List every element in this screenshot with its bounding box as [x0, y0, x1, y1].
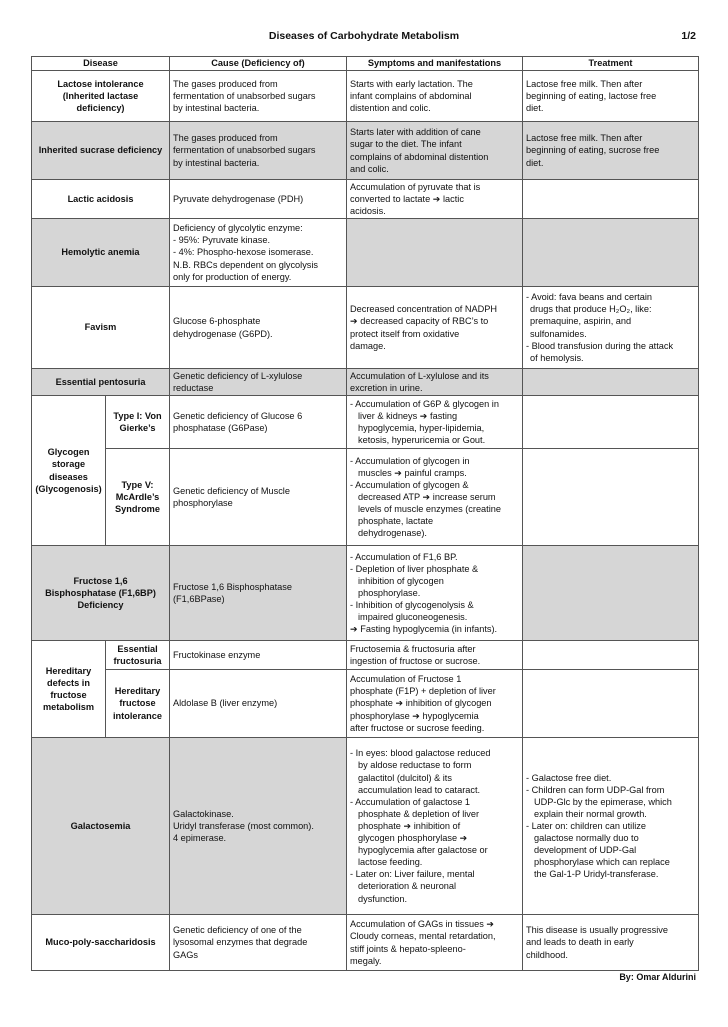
subtype-name — [106, 449, 170, 546]
table-row — [32, 915, 699, 971]
text-line: phosphate, lactate — [358, 516, 434, 527]
text-line: Lactose free milk. Then after — [526, 78, 643, 89]
text-line: Fructosemia & fructosuria after — [350, 643, 476, 654]
text-line: Uridyl transferase (most common). — [173, 820, 314, 831]
table-row — [32, 71, 699, 122]
cause-cell: Pyruvate dehydrogenase (PDH) — [170, 180, 347, 219]
text-line: - Later on: Liver failure, mental — [350, 869, 475, 880]
symptoms-cell — [347, 71, 523, 122]
treatment-cell — [523, 122, 699, 180]
table-row — [32, 180, 699, 219]
text-line: The gases produced from — [173, 78, 278, 89]
symptoms-cell — [347, 670, 523, 738]
treatment-cell — [523, 180, 699, 219]
text-line: diet. — [526, 103, 544, 114]
text-line: - Accumulation of galactose 1 — [350, 796, 471, 807]
name-line: storage — [51, 459, 86, 470]
cause-cell — [170, 546, 347, 641]
text-line: distention and colic. — [350, 103, 431, 114]
text-line: Accumulation of Fructose 1 — [350, 674, 462, 685]
table-row — [32, 369, 699, 396]
text-line: protect itself from oxidative — [350, 328, 460, 339]
symptoms-cell — [347, 180, 523, 219]
text-line: Lactose free milk. Then after — [526, 133, 643, 144]
text-line: The gases produced from — [173, 133, 278, 144]
treatment-cell — [523, 449, 699, 546]
table-row — [32, 670, 699, 738]
text-line: phosphorylase. — [358, 587, 421, 598]
text-line: premaquine, aspirin, and — [530, 316, 632, 327]
table-header-row — [32, 57, 699, 71]
table-row — [32, 122, 699, 180]
subtype-name — [106, 641, 170, 670]
text-line: inhibition of glycogen — [358, 575, 444, 586]
disease-name: Essential pentosuria — [32, 369, 170, 396]
name-line: Type I: Von — [113, 410, 162, 421]
text-line: by intestinal bacteria. — [173, 157, 260, 168]
text-line: Galactokinase. — [173, 808, 234, 819]
table-row — [32, 396, 699, 449]
treatment-cell — [523, 738, 699, 915]
text-line: - Galactose free diet. — [526, 772, 612, 783]
text-line: dehydrogenase). — [358, 528, 427, 539]
symptoms-cell — [347, 369, 523, 396]
name-line: fructose — [50, 690, 87, 700]
text-line: drugs that produce H₂O₂, like: — [530, 304, 652, 315]
text-line: - Accumulation of glycogen in — [350, 455, 470, 466]
text-line: Decreased concentration of NADPH — [350, 304, 498, 315]
treatment-cell — [523, 71, 699, 122]
disease-name: Galactosemia — [32, 738, 170, 915]
name-line: Glycogen — [47, 447, 90, 458]
text-line: galactitol (dulcitol) & its — [358, 772, 452, 783]
text-line: phosphate ➔ inhibition of — [358, 820, 461, 831]
name-line: deficiency) — [76, 103, 125, 114]
text-line: infant complains of abdominal — [350, 90, 472, 101]
text-line: damage. — [350, 340, 386, 351]
treatment-cell — [523, 670, 699, 738]
text-line: sulfonamides. — [530, 328, 587, 339]
treatment-cell — [523, 219, 699, 287]
text-line: - Blood transfusion during the attack — [526, 340, 674, 351]
disease-name: Hemolytic anemia — [32, 219, 170, 287]
text-line: and colic. — [350, 163, 389, 174]
text-line: - In eyes: blood galactose reduced — [350, 748, 491, 759]
text-line: lactose feeding. — [358, 857, 423, 868]
text-line: - Accumulation of F1,6 BP. — [350, 551, 458, 562]
disease-name: Favism — [32, 287, 170, 369]
cause-cell — [170, 369, 347, 396]
text-line: the Gal-1-P Uridyl-transferase. — [534, 869, 659, 880]
text-line: - Later on: children can utilize — [526, 820, 647, 831]
group-name — [32, 641, 106, 738]
text-line: galactose normally duo to — [534, 833, 639, 844]
symptoms-cell — [347, 396, 523, 449]
text-line: Deficiency of glycolytic enzyme: — [173, 223, 303, 234]
text-line: dehydrogenase (G6PD). — [173, 328, 273, 339]
cause-cell — [170, 396, 347, 449]
text-line: glycogen phosphorylase ➔ — [358, 833, 468, 844]
table-row — [32, 641, 699, 670]
group-name — [32, 396, 106, 546]
text-line: fermentation of unabsorbed sugars — [173, 90, 316, 101]
text-line: Genetic deficiency of Muscle — [173, 485, 290, 496]
treatment-cell — [523, 915, 699, 971]
cause-cell: Aldolase B (liver enzyme) — [170, 670, 347, 738]
name-line: (Glycogenosis) — [35, 483, 102, 494]
header-cause: Cause (Deficiency of) — [170, 57, 347, 71]
name-line: McArdle’s — [115, 491, 160, 502]
page-number: 1/2 — [681, 30, 696, 42]
text-line: accumulation lead to cataract. — [358, 784, 481, 795]
symptoms-cell — [347, 641, 523, 670]
cause-cell — [170, 915, 347, 971]
text-line: Fructose 1,6 Bisphosphatase — [173, 581, 292, 592]
text-line: 4 epimerase. — [173, 833, 227, 844]
table-row — [32, 219, 699, 287]
text-line: levels of muscle enzymes (creatine — [358, 504, 501, 515]
text-line: liver & kidneys ➔ fasting — [358, 410, 458, 421]
treatment-cell — [523, 369, 699, 396]
text-line: - Accumulation of glycogen & — [350, 479, 469, 490]
page-title: Diseases of Carbohydrate Metabolism — [268, 30, 460, 42]
name-line: Syndrome — [115, 504, 160, 515]
disease-name: Inherited sucrase deficiency — [32, 122, 170, 180]
text-line: phosphatase (G6Pase) — [173, 423, 268, 433]
table-row — [32, 738, 699, 915]
name-line: Hereditary — [114, 686, 161, 697]
symptoms-cell — [347, 287, 523, 369]
disease-name: Muco-poly-saccharidosis — [32, 915, 170, 971]
text-line: megaly. — [350, 955, 382, 966]
text-line: This disease is usually progressive — [526, 925, 668, 936]
text-line: impaired gluconeogenesis. — [358, 612, 468, 623]
text-line: UDP-Glc by the epimerase, which — [534, 796, 672, 807]
text-line: - Avoid: fava beans and certain — [526, 292, 652, 303]
text-line: ➔ Fasting hypoglycemia (in infants). — [350, 624, 498, 635]
text-line: (F1,6BPase) — [173, 594, 225, 604]
text-line: Accumulation of GAGs in tissues ➔ — [350, 919, 495, 930]
disease-name — [32, 71, 170, 122]
text-line: deterioration & neuronal — [358, 881, 457, 892]
text-line: GAGs — [173, 949, 199, 960]
cause-cell — [170, 449, 347, 546]
text-line: phosphorylase — [173, 498, 233, 508]
name-line: Gierke’s — [119, 423, 156, 433]
subtype-name — [106, 670, 170, 738]
symptoms-cell — [347, 219, 523, 287]
text-line: phosphate & depletion of liver — [358, 808, 480, 819]
text-line: fermentation of unabsorbed sugars — [173, 145, 316, 156]
name-line: intolerance — [112, 710, 162, 721]
header-disease: Disease — [32, 57, 170, 71]
treatment-cell — [523, 641, 699, 670]
text-line: converted to lactate ➔ lactic — [350, 193, 464, 204]
text-line: after fructose or sucrose feeding. — [350, 722, 485, 733]
name-line: Type V: — [121, 479, 154, 490]
name-line: Bisphosphatase (F1,6BP) — [45, 587, 156, 598]
text-line: and leads to death in early — [526, 937, 634, 948]
text-line: acidosis. — [350, 206, 386, 217]
text-line: Accumulation of pyruvate that is — [350, 181, 481, 192]
text-line: beginning of eating, sucrose free — [526, 145, 660, 156]
symptoms-cell — [347, 122, 523, 180]
table-row — [32, 546, 699, 641]
text-line: - 95%: Pyruvate kinase. — [173, 235, 271, 246]
text-line: only for production of energy. — [173, 271, 292, 282]
name-line: metabolism — [42, 702, 95, 713]
text-line: reductase — [173, 383, 214, 393]
symptoms-cell — [347, 449, 523, 546]
text-line: decreased ATP ➔ increase serum — [358, 491, 496, 502]
text-line: Accumulation of L-xylulose and its — [350, 370, 489, 381]
cause-cell: Fructokinase enzyme — [170, 641, 347, 670]
cause-cell — [170, 122, 347, 180]
text-line: phosphate (F1P) + depletion of liver — [350, 686, 496, 697]
table-row — [32, 449, 699, 546]
text-line: ketosis, hyperuricemia or Gout. — [358, 435, 486, 446]
cause-cell — [170, 71, 347, 122]
cause-cell — [170, 738, 347, 915]
text-line: by intestinal bacteria. — [173, 103, 260, 114]
treatment-cell — [523, 546, 699, 641]
text-line: Starts with early lactation. The — [350, 78, 473, 89]
cause-cell — [170, 219, 347, 287]
name-line: Deficiency — [77, 600, 124, 611]
text-line: ➔ decreased capacity of RBC’s to — [350, 316, 489, 327]
text-line: N.B. RBCs dependent on glycolysis — [173, 259, 319, 270]
text-line: phosphorylase ➔ hypoglycemia — [350, 710, 479, 721]
disease-name: Lactic acidosis — [32, 180, 170, 219]
text-line: diet. — [526, 157, 544, 168]
disease-name — [32, 546, 170, 641]
name-line: Hereditary — [45, 665, 92, 676]
text-line: Genetic deficiency of Glucose 6 — [173, 410, 303, 421]
text-line: - Accumulation of G6P & glycogen in — [350, 398, 499, 409]
name-line: fructosuria — [113, 656, 162, 666]
name-line: diseases — [49, 471, 88, 482]
table-row — [32, 287, 699, 369]
cause-cell — [170, 287, 347, 369]
text-line: Genetic deficiency of one of the — [173, 925, 302, 936]
text-line: complains of abdominal distention — [350, 151, 489, 162]
text-line: Cloudy corneas, mental retardation, — [350, 931, 496, 942]
name-line: Lactose intolerance — [57, 78, 144, 89]
text-line: Glucose 6-phosphate — [173, 316, 261, 327]
text-line: Starts later with addition of cane — [350, 127, 481, 138]
text-line: explain their normal growth. — [534, 808, 647, 819]
name-line: Fructose 1,6 — [73, 575, 128, 586]
name-line: fructose — [119, 698, 156, 709]
treatment-cell — [523, 396, 699, 449]
name-line: Essential — [117, 643, 158, 654]
text-line: - 4%: Phospho-hexose isomerase. — [173, 247, 314, 258]
text-line: lysosomal enzymes that degrade — [173, 937, 308, 948]
text-line: ingestion of fructose or sucrose. — [350, 656, 481, 666]
header-treatment: Treatment — [523, 57, 699, 71]
subtype-name — [106, 396, 170, 449]
text-line: stiff joints & hepato-spleeno- — [350, 943, 466, 954]
text-line: childhood. — [526, 949, 568, 960]
text-line: sugar to the diet. The infant — [350, 139, 462, 150]
text-line: hypoglycemia after galactose or — [358, 845, 488, 856]
treatment-cell — [523, 287, 699, 369]
text-line: dysfunction. — [358, 893, 408, 904]
symptoms-cell — [347, 546, 523, 641]
text-line: hypoglycemia, hyper-lipidemia, — [358, 423, 485, 433]
text-line: by aldose reductase to form — [358, 760, 472, 771]
diseases-table — [31, 56, 699, 971]
text-line: of hemolysis. — [530, 352, 584, 363]
text-line: phosphate ➔ inhibition of glycogen — [350, 698, 492, 709]
text-line: - Inhibition of glycogenolysis & — [350, 600, 474, 611]
text-line: development of UDP-Gal — [534, 845, 637, 856]
text-line: - Children can form UDP-Gal from — [526, 784, 665, 795]
header-symptoms: Symptoms and manifestations — [347, 57, 523, 71]
text-line: muscles ➔ painful cramps. — [358, 467, 467, 478]
symptoms-cell — [347, 738, 523, 915]
author-credit: By: Omar Aldurini — [619, 972, 696, 982]
text-line: Genetic deficiency of L-xylulose — [173, 370, 303, 381]
text-line: beginning of eating, lactose free — [526, 90, 657, 101]
text-line: - Depletion of liver phosphate & — [350, 563, 479, 574]
symptoms-cell — [347, 915, 523, 971]
text-line: phosphorylase which can replace — [534, 857, 670, 868]
name-line: (Inherited lactase — [62, 90, 139, 101]
text-line: excretion in urine. — [350, 383, 423, 393]
name-line: defects in — [47, 677, 90, 688]
